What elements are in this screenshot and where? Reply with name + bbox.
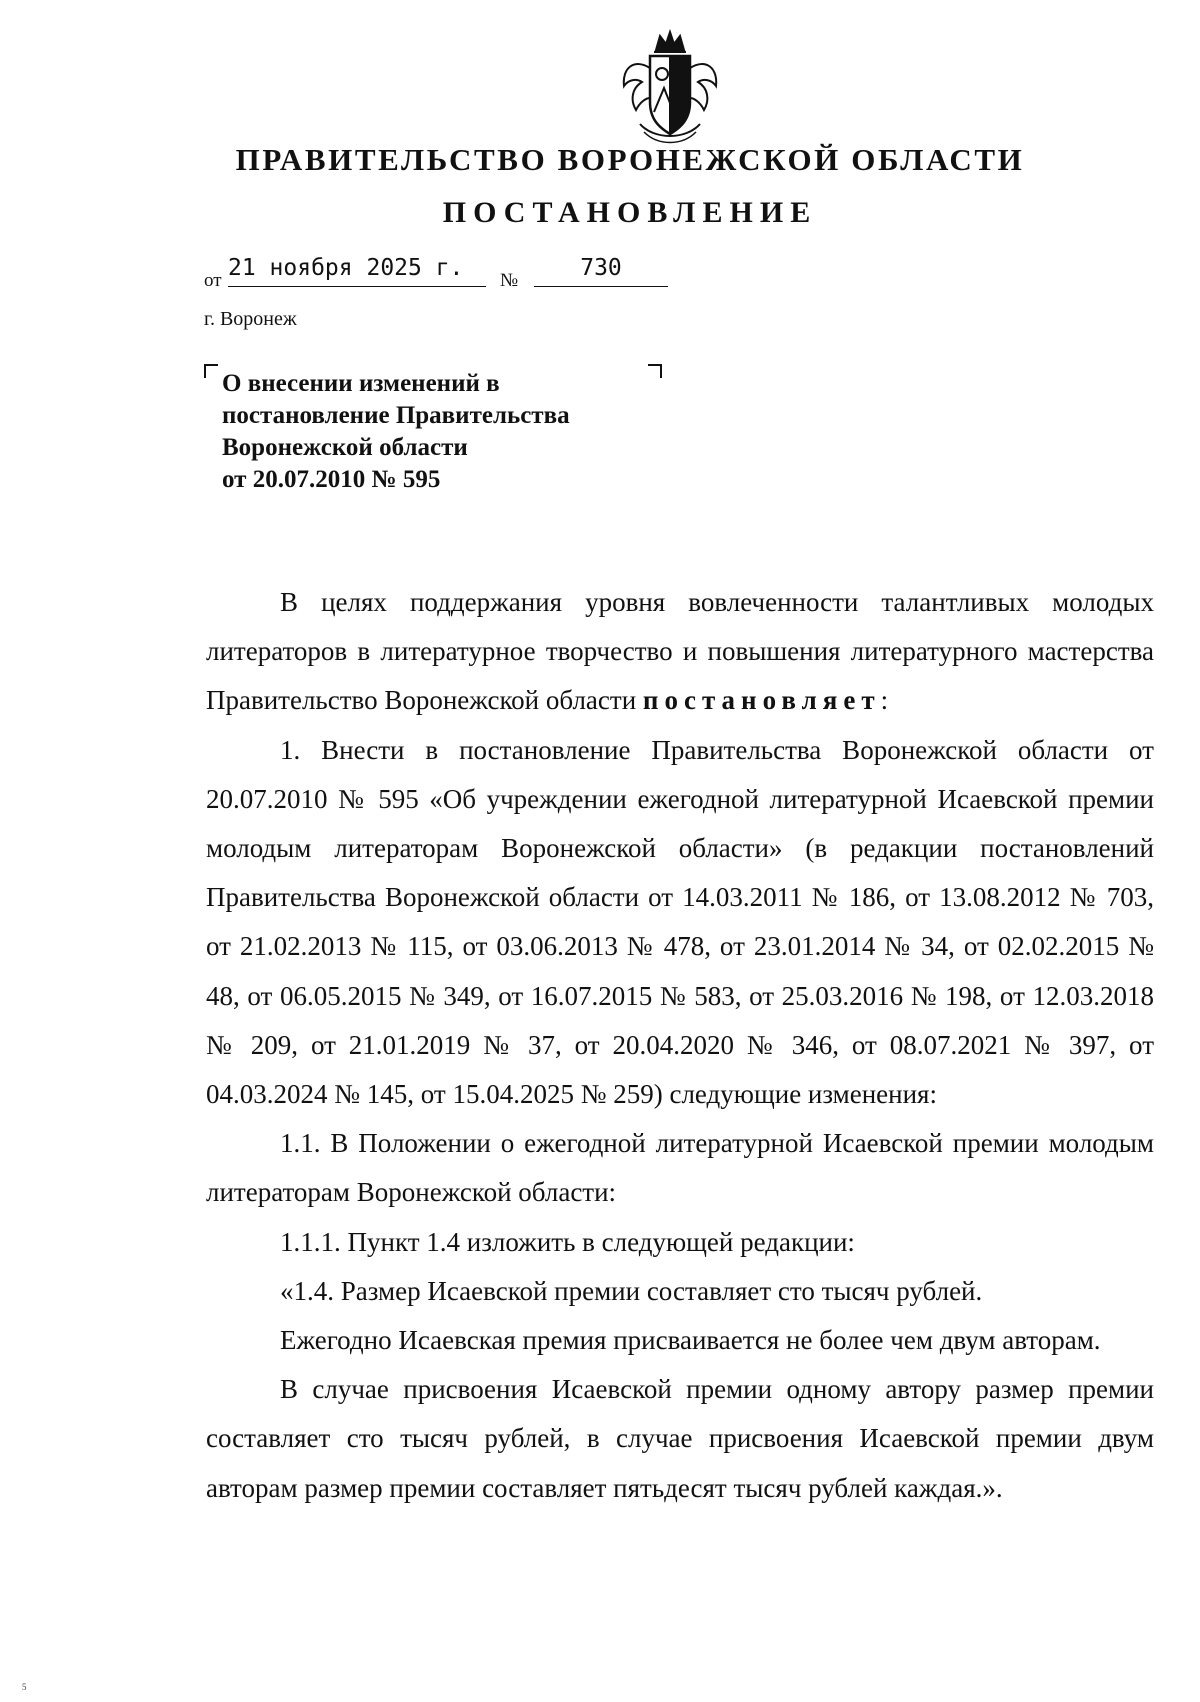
document-number: 730	[534, 256, 668, 287]
preamble-text: В целях поддержания уровня вовлеченности талантливых молодых литераторов в литературное творчество и повышения литературного мастерства Правительство Воронежской области	[206, 587, 1154, 716]
coat-of-arms-icon	[614, 28, 726, 148]
subject-corner-left	[204, 364, 218, 378]
quoted-paragraph: В случае присвоения Исаевской премии одному автору размер премии составляет сто тысяч рублей, в случае присвоения Исаевской премии двум авторам размер премии составляет пятьдесят тысяч рублей каждая.».	[206, 1374, 1154, 1503]
item-1-1-paragraph: 1.1. В Положении о ежегодной литературной Исаевской премии молодым литераторам Воронежской области:	[206, 1128, 1154, 1208]
document-type: ПОСТАНОВЛЕНИЕ	[442, 196, 818, 229]
margin-mark: 5	[22, 1682, 27, 1692]
subject-line: от 20.07.2010 № 595	[222, 466, 441, 493]
subject-line: Воронежской области	[222, 434, 468, 461]
date-prefix-label: от	[204, 270, 222, 291]
city-label: г. Воронеж	[204, 308, 297, 330]
quoted-paragraph: Ежегодно Исаевская премия присваивается не более чем двум авторам.	[280, 1325, 1101, 1356]
organization-title: ПРАВИТЕЛЬСТВО ВОРОНЕЖСКОЙ ОБЛАСТИ	[235, 142, 1025, 177]
item-1-1-1-paragraph: 1.1.1. Пункт 1.4 изложить в следующей редакции:	[280, 1226, 855, 1257]
document-date: 21 ноября 2025 г.	[228, 256, 486, 287]
number-label: №	[500, 270, 519, 291]
document-body	[206, 578, 1154, 1513]
date-number-line	[204, 256, 684, 296]
subject-heading	[222, 368, 652, 496]
quoted-paragraph: «1.4. Размер Исаевской премии составляет сто тысяч рублей.	[280, 1275, 983, 1306]
item-1-paragraph: 1. Внести в постановление Правительства Воронежской области от 20.07.2010 № 595 «Об учреждении ежегодной литературной Исаевской премии молодым литераторам Воронежской области» (в редакции постановлений Правительства Воронежской области от 14.03.2011 № 186, от 13.08.2012 № 703, от 21.02.2013 № 115, от 03.06.2013 № 478, от 23.01.2014 № 34, от 02.02.2015 № 48, от 06.05.2015 № 349, от 16.07.2015 № 583, от 25.03.2016 № 198, от 12.03.2018 № 209, от 21.01.2019 № 37, от 20.04.2020 № 346, от 08.07.2021 № 397, от 04.03.2024 № 145, от 15.04.2025 № 259) следующие изменения:	[206, 734, 1154, 1110]
subject-line: постановление Правительства	[222, 402, 570, 429]
preamble-paragraph	[206, 578, 1154, 726]
subject-line: О внесении изменений в	[222, 370, 500, 397]
decree-word: постановляет	[642, 685, 881, 716]
decree-colon: :	[880, 685, 889, 716]
